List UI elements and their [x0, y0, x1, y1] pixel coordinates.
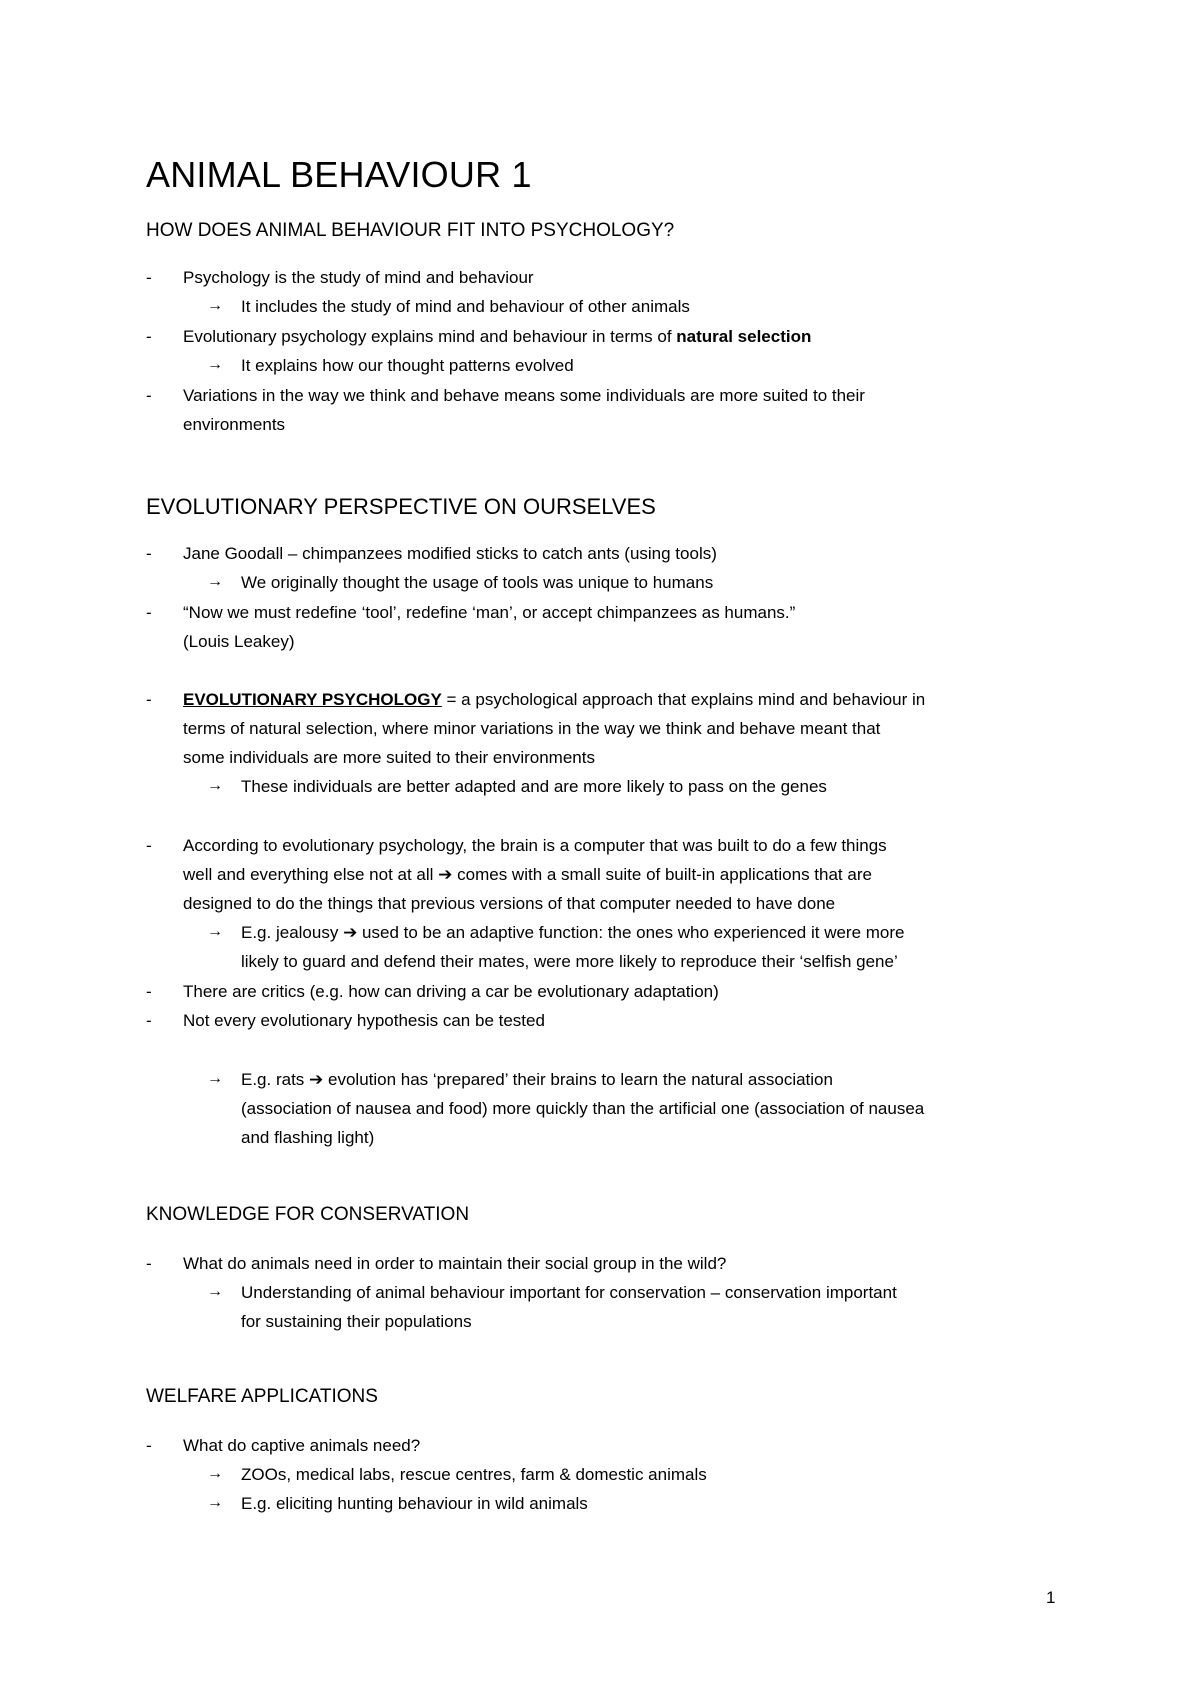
bold-term: natural selection: [676, 327, 812, 346]
page-number: 1: [1046, 1588, 1056, 1607]
bullet-dash: -: [146, 327, 152, 346]
right-arrow-icon: ➔: [438, 865, 453, 884]
sub-bullet-text: Understanding of animal behaviour important for conservation – conservation important: [241, 1283, 897, 1302]
bullet-text-plain: evolution has ‘prepared’ their brains to learn the natural association: [323, 1070, 833, 1089]
sub-bullet-text-continued: for sustaining their populations: [241, 1312, 472, 1331]
arrow-icon: →: [207, 1494, 223, 1511]
arrow-icon: →: [207, 1465, 223, 1482]
sub-bullet-text: E.g. eliciting hunting behaviour in wild animals: [241, 1494, 588, 1513]
arrow-icon: →: [207, 1283, 223, 1300]
section-heading-psychology: HOW DOES ANIMAL BEHAVIOUR FIT INTO PSYCHOLOGY?: [146, 220, 675, 241]
bullet-dash: -: [146, 1436, 152, 1455]
bullet-text-plain: well and everything else not at all: [183, 865, 439, 884]
bullet-text: Variations in the way we think and behave means some individuals are more suited to their: [183, 386, 865, 405]
bullet-text: There are critics (e.g. how can driving a car be evolutionary adaptation): [183, 982, 719, 1001]
arrow-icon: →: [207, 356, 223, 373]
bullet-text-continued: some individuals are more suited to their environments: [183, 748, 595, 767]
bullet-text-plain: E.g. rats: [241, 1070, 310, 1089]
bullet-text: What do captive animals need?: [183, 1436, 421, 1455]
sub-bullet-text: [241, 923, 905, 943]
section-heading-evolutionary-perspective: EVOLUTIONARY PERSPECTIVE ON OURSELVES: [146, 494, 656, 519]
bullet-text: What do animals need in order to maintain their social group in the wild?: [183, 1254, 727, 1273]
bullet-dash: -: [146, 386, 152, 405]
right-arrow-icon: ➔: [343, 923, 358, 942]
bullet-text: “Now we must redefine ‘tool’, redefine ‘man’, or accept chimpanzees as humans.”: [183, 603, 796, 622]
page-title: ANIMAL BEHAVIOUR 1: [146, 154, 532, 195]
bullet-dash: -: [146, 690, 152, 709]
bullet-text-continued: designed to do the things that previous versions of that computer needed to have done: [183, 894, 836, 913]
bullet-text-continued: terms of natural selection, where minor variations in the way we think and behave meant that: [183, 719, 881, 738]
bullet-text-plain: E.g. jealousy: [241, 923, 344, 942]
sub-bullet-text: It explains how our thought patterns evolved: [241, 356, 574, 375]
bullet-text: According to evolutionary psychology, the brain is a computer that was built to do a few things: [183, 836, 887, 855]
sub-bullet-text: ZOOs, medical labs, rescue centres, farm & domestic animals: [241, 1465, 707, 1484]
bullet-dash: -: [146, 268, 152, 287]
section-heading-welfare: WELFARE APPLICATIONS: [146, 1386, 378, 1407]
bullet-dash: -: [146, 603, 152, 622]
bullet-text-plain: Evolutionary psychology explains mind and behaviour in terms of: [183, 327, 677, 346]
sub-bullet-text: These individuals are better adapted and are more likely to pass on the genes: [241, 777, 827, 796]
bullet-text: Psychology is the study of mind and behaviour: [183, 268, 534, 287]
sub-bullet-text-continued: likely to guard and defend their mates, were more likely to reproduce their ‘selfish gene’: [241, 952, 898, 971]
bullet-text: Jane Goodall – chimpanzees modified sticks to catch ants (using tools): [183, 544, 717, 563]
bullet-dash: -: [146, 1254, 152, 1273]
bullet-dash: -: [146, 1011, 152, 1030]
sub-bullet-text-continued: and flashing light): [241, 1128, 375, 1147]
bullet-text: [183, 690, 925, 710]
bullet-text: Not every evolutionary hypothesis can be tested: [183, 1011, 545, 1030]
arrow-icon: →: [207, 297, 223, 314]
right-arrow-icon: ➔: [309, 1070, 324, 1089]
bullet-dash: -: [146, 544, 152, 563]
section-heading-conservation: KNOWLEDGE FOR CONSERVATION: [146, 1204, 470, 1225]
arrow-icon: →: [207, 573, 223, 590]
bullet-text-continued: environments: [183, 415, 286, 434]
bullet-text-plain: used to be an adaptive function: the ones who experienced it were more: [357, 923, 905, 942]
sub-bullet-text-continued: (association of nausea and food) more quickly than the artificial one (association of nausea: [241, 1099, 925, 1118]
sub-bullet-text: [241, 1070, 833, 1090]
arrow-icon: →: [207, 923, 223, 940]
bullet-text-continued: (Louis Leakey): [183, 632, 295, 651]
sub-bullet-text: It includes the study of mind and behaviour of other animals: [241, 297, 690, 316]
bullet-dash: -: [146, 982, 152, 1001]
bullet-text: [183, 327, 811, 347]
sub-bullet-text: We originally thought the usage of tools was unique to humans: [241, 573, 714, 592]
arrow-icon: →: [207, 777, 223, 794]
bullet-text-continued: [183, 865, 872, 885]
definition-text: = a psychological approach that explains mind and behaviour in: [441, 690, 926, 709]
arrow-icon: →: [207, 1070, 223, 1087]
definition-term: EVOLUTIONARY PSYCHOLOGY: [183, 690, 442, 709]
bullet-text-plain: comes with a small suite of built-in applications that are: [452, 865, 872, 884]
bullet-dash: -: [146, 836, 152, 855]
